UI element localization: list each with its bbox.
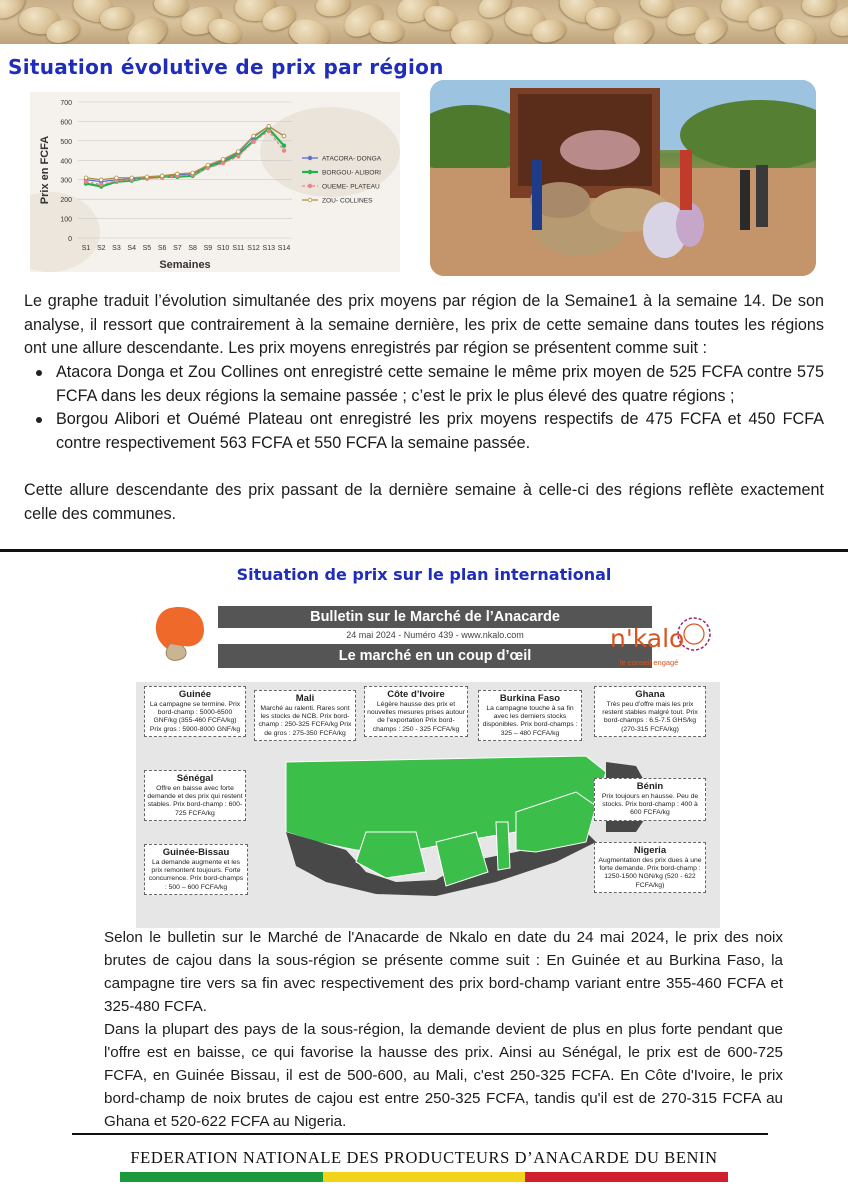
country-name: Sénégal [176, 773, 214, 784]
footer-rule [72, 1133, 768, 1135]
x-tick-label: S9 [203, 245, 213, 252]
data-point [84, 180, 88, 184]
legend-label: ZOU- COLLINES [322, 197, 373, 205]
legend-label: ATACORA- DONGA [322, 155, 382, 163]
cashew-nut [585, 6, 620, 30]
country-box-burkina-faso [478, 690, 582, 741]
country-box-guinee [144, 686, 246, 737]
country-name: Nigeria [633, 845, 667, 856]
bulletin-heading: Bulletin sur le Marché de l’Anacarde [218, 606, 652, 628]
x-tick-label: S10 [216, 245, 230, 252]
country-name: Côte d’Ivoire [387, 689, 445, 700]
footer-federation-name: FEDERATION NATIONALE DES PRODUCTEURS D’ANACARDE DU BENIN [130, 1148, 718, 1167]
y-tick-label: 0 [68, 236, 72, 243]
x-tick-label: S7 [173, 245, 182, 252]
flag-green [120, 1172, 323, 1182]
y-tick-label: 200 [60, 197, 72, 205]
data-point [145, 175, 149, 179]
data-point [252, 134, 256, 138]
bulletin-heading-2: Le marché en un coup d’œil [218, 644, 652, 668]
section-title-regional: Situation évolutive de prix par région [8, 55, 444, 79]
cashew-nut [451, 20, 492, 44]
data-point [115, 176, 119, 180]
nkalo-wordmark: n'kalo [610, 624, 685, 653]
legend-label: BORGOU- ALIBORI [322, 169, 381, 177]
data-point [99, 178, 103, 182]
data-point [99, 183, 103, 187]
country-text: Augmentation des prix dues à une forte demande. Prix bord-champ : 1250-1500 NGN/kg (520 - 622 FCFA/kg) [598, 857, 702, 889]
country-name: Bénin [636, 781, 664, 792]
x-tick-label: S8 [188, 245, 197, 252]
country-name: Guinée [178, 689, 212, 700]
legend-marker [308, 156, 312, 160]
legend-marker [308, 184, 312, 188]
data-point [237, 155, 241, 159]
x-axis-label: Semaines [159, 259, 211, 271]
truck-illustration [430, 80, 816, 276]
cashew-nut [100, 6, 135, 29]
x-tick-label: S3 [112, 245, 121, 252]
cashew-nut [315, 0, 351, 18]
data-point [267, 124, 271, 128]
nkalo-tagline: le conseil engagé [620, 658, 679, 667]
international-paragraph-2: Dans la plupart des pays de la sous-région, la demande devient de plus en plus forte pendant que l'offre est en baisse, ce qui favorise la hausse des prix. Ainsi au Sénégal, le prix est de 600-725 FCFA, en Guinée Bissau, il est de 500-600, au Mali, c'est 250-325 FCFA. En Côte d'Ivoire, le prix bord-champ de noix brutes de cajou est entre 250-325 FCFA, tandis qu'il est de 270-315 FCFA au Ghana et 520-622 FCFA au Nigeria. [104, 1021, 783, 1130]
section-title-international: Situation de prix sur le plan international [236, 565, 612, 584]
y-tick-label: 700 [60, 100, 72, 107]
y-tick-label: 400 [60, 158, 72, 166]
country-box-mali [254, 690, 356, 741]
country-text: La demande augmente et les prix remontent toujours. Forte concurrence. Prix bord-champs : 500 – 600 FCFA/kg [148, 859, 244, 891]
country-text: La campagne se termine. Prix bord-champ : 5000-6500 GNF/kg (355-460 FCFA/kg) Prix gros : 5900-8000 GNF/kg [149, 701, 241, 733]
cashew-fruit-icon [148, 604, 210, 664]
country-name: Ghana [635, 689, 665, 700]
legend-marker [308, 198, 312, 202]
x-tick-label: S6 [157, 245, 167, 252]
list-item: Atacora Donga et Zou Collines ont enregistré cette semaine le même prix moyen de 525 FCFA contre 575 FCFA dans les deux régions la semaine passée ; c’est le prix le plus élevé des quatre régions ; [56, 361, 824, 408]
truck-photo [430, 80, 816, 276]
y-tick-label: 300 [60, 177, 72, 185]
bulletin-subheading: 24 mai 2024 - Numéro 439 - www.nkalo.com [346, 630, 524, 640]
regional-price-list [56, 361, 824, 455]
chart-canvas [30, 92, 400, 272]
data-point [191, 171, 195, 175]
country-text: Très peu d’offre mais les prix restent stables malgré tout. Prix bord-champs : 6.5-7.5 GHS/kg (270-315 FCFA/kg) [602, 701, 698, 733]
international-paragraph-1: Selon le bulletin sur le Marché de l'Anacarde de Nkalo en date du 24 mai 2024, le prix des noix brutes de cajou dans la sous-région se présente comme suit : En Guinée et au Burkina Faso, la campagne tire vers sa fin avec respectivement des prix bord-champ variant entre 355-460 FCFA et 325-480 FCFA. [104, 929, 783, 1015]
country-name: Mali [295, 693, 315, 704]
y-tick-label: 600 [60, 119, 72, 127]
x-tick-label: S5 [142, 245, 152, 252]
regional-conclusion: Cette allure descendante des prix passant de la dernière semaine à celle-ci des régions reflète exactement celle des communes. [24, 481, 824, 523]
country-box-nigeria [594, 842, 706, 893]
country-text: Marché au ralenti. Rares sont les stocks de NCB. Prix bord-champ : 250-325 FCFA/kg Prix de gros : 275-350 FCFA/kg [258, 705, 352, 737]
x-tick-label: S14 [277, 245, 291, 252]
country-text: Légère hausse des prix et nouvelles mesures prises autour de l’exportation Prix bord-champs : 250 - 325 FCFA/kg [367, 701, 465, 733]
section-divider [0, 549, 848, 552]
data-point [130, 176, 134, 180]
y-tick-label: 500 [60, 138, 72, 146]
data-point [221, 158, 225, 162]
data-point [221, 161, 225, 165]
legend-marker [308, 170, 312, 174]
benin-flag-stripe [120, 1172, 728, 1182]
data-point [282, 149, 286, 153]
country-name: Guinée-Bissau [162, 847, 230, 858]
country-box-guinee-bissau [144, 844, 248, 895]
flag-yellow [323, 1172, 526, 1182]
flag-red [525, 1172, 728, 1182]
regional-price-chart [30, 92, 400, 272]
x-tick-label: S12 [247, 245, 260, 252]
data-point [84, 176, 88, 180]
x-tick-label: S11 [232, 245, 245, 252]
data-point [160, 174, 164, 178]
country-name: Burkina Faso [499, 693, 561, 704]
data-point [176, 172, 180, 176]
legend-label: OUEME- PLATEAU [322, 183, 380, 191]
cashew-banner [0, 0, 848, 44]
regional-analysis-paragraph: Le graphe traduit l’évolution simultanée des prix moyens par région de la Semaine1 à la semaine 14. De son analyse, il ressort que contrairement à la semaine dernière, les prix de cette semaine dans toutes les régions ont une allure descendante. Les prix moyens enregistrés par région se présentent comme suit : [24, 292, 824, 357]
data-point [267, 129, 271, 133]
y-axis-label: Prix en FCFA [39, 135, 51, 205]
cashew-nut [369, 18, 406, 44]
x-tick-label: S13 [262, 245, 276, 252]
country-box-benin [594, 778, 706, 821]
x-tick-label: S4 [127, 245, 136, 252]
cashew-nut [802, 0, 836, 16]
country-text: La campagne touche à sa fin avec les derniers stocks disponibles. Prix bord-champs : 325 – 480 FCFA/kg [482, 705, 578, 737]
country-text: Prix toujours en hausse. Peu de stocks. Prix bord-champ : 400 à 600 FCFA/kg [601, 793, 699, 817]
data-point [237, 150, 241, 154]
country-box-senegal [144, 770, 246, 821]
data-point [206, 163, 210, 167]
x-tick-label: S2 [96, 245, 106, 252]
nkalo-bulletin [136, 598, 720, 928]
y-tick-label: 100 [60, 216, 72, 224]
data-point [282, 134, 286, 138]
country-box-cote-divoire [364, 686, 468, 737]
country-text: Offre en baisse avec forte demande et des prix qui restent stables. Prix bord-champ : 600-725 FCFA/kg [147, 785, 243, 817]
data-point [282, 144, 286, 148]
data-point [252, 140, 256, 144]
country-box-ghana [594, 686, 706, 737]
list-item: Borgou Alibori et Ouémé Plateau ont enregistré les prix moyens respectifs de 475 FCFA et 450 FCFA contre respectivement 563 FCFA et 550 FCFA la semaine passée. [56, 408, 824, 455]
x-tick-label: S1 [81, 245, 91, 252]
